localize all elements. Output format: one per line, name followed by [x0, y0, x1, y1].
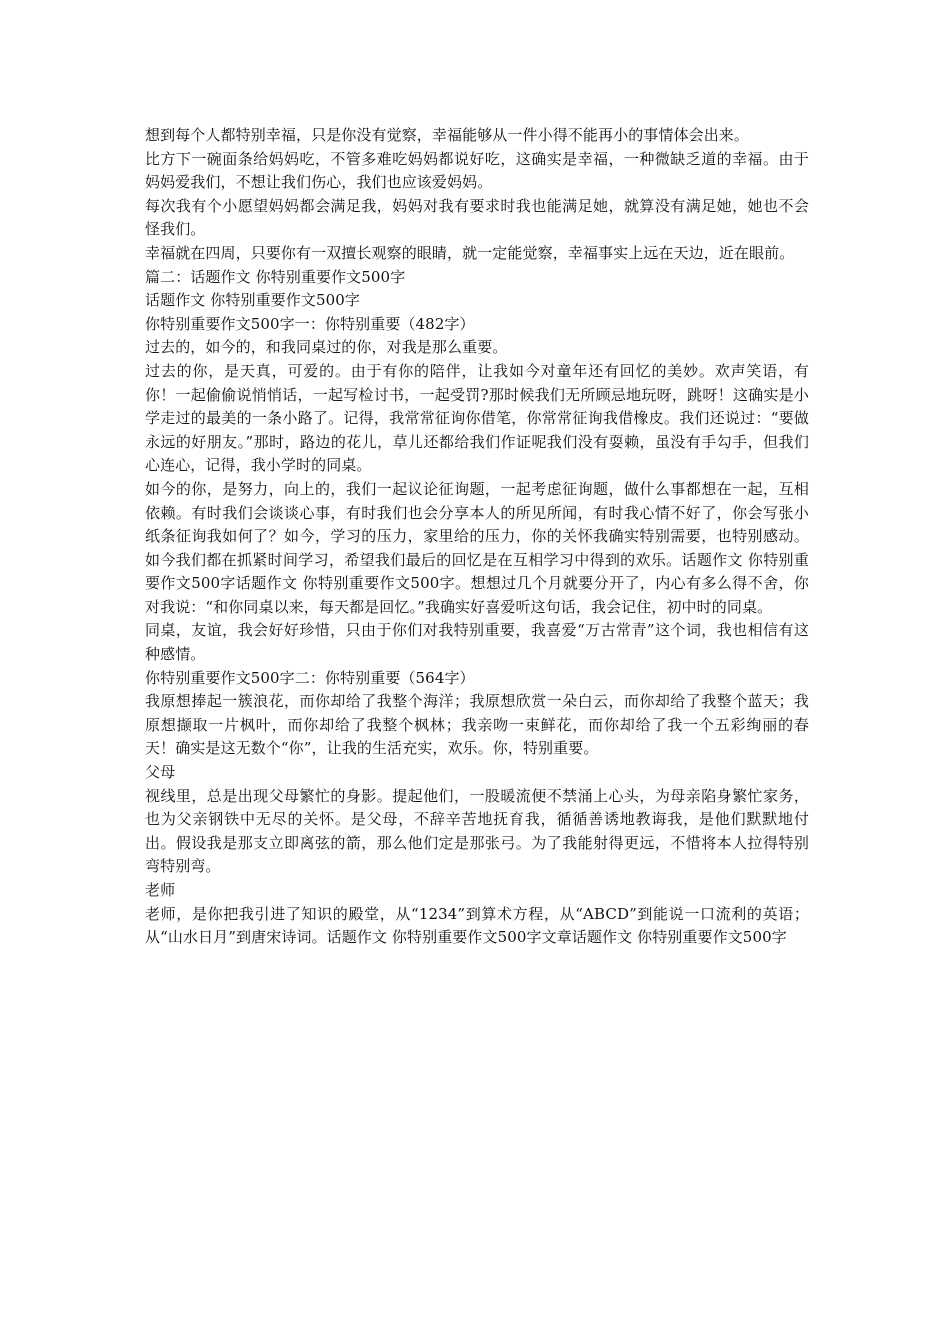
essay-title: 你特别重要作文500字一：你特别重要（482字） [145, 314, 475, 333]
section-heading: 篇二：话题作文 你特别重要作文500字 [145, 267, 406, 286]
subsection-label: 父母 [145, 763, 176, 782]
paragraph: 每次我有个小愿望妈妈都会满足我，妈妈对我有要求时我也能满足她，就算没有满足她，她也不会怪我们。 [145, 196, 809, 239]
document-page [145, 124, 809, 950]
subsection-label: 老师 [145, 881, 176, 899]
essay-title: 你特别重要作文500字二：你特别重要（564字） [145, 668, 475, 687]
paragraph: 过去的，如今的，和我同桌过的你，对我是那么重要。 [145, 338, 508, 357]
paragraph: 幸福就在四周，只要你有一双擅长观察的眼睛，就一定能觉察，幸福事实上远在天边，近在眼前。 [145, 243, 795, 262]
section-subheading: 话题作文 你特别重要作文500字 [145, 291, 360, 310]
paragraph: 如今的你，是努力，向上的，我们一起议论征询题，一起考虑征询题，做什么事都想在一起，互相依赖。有时我们会谈谈心事，有时我们也会分享本人的所见所闻，有时我心情不好了，你会写张小纸条征询我如何了？如今，学习的压力，家里给的压力，你的关怀我确实特别需要，也特别感动。如今我们都在抓紧时间学习，希望我们最后的回忆是在互相学习中得到的欢乐。话题作文 你特别重要作文500字话题作文 你特别重要作文500字。想想过几个月就要分开了，内心有多么得不舍，你对我说：“和你同桌以来，每天都是回忆。”我确实好喜爱听这句话，我会记住，初中时的同桌。 [145, 479, 809, 616]
paragraph: 过去的你，是天真，可爱的。由于有你的陪伴，让我如今对童年还有回忆的美妙。欢声笑语，有你！一起偷偷说悄悄话，一起写检讨书，一起受罚?那时候我们无所顾忌地玩呀，跳呀！这确实是小学走过的最美的一条小路了。记得，我常常征询你借笔，你常常征询我借橡皮。我们还说过：“要做永远的好朋友。”那时，路边的花儿，草儿还都给我们作证呢我们没有耍赖，虽没有手勾手，但我们心连心，记得，我小学时的同桌。 [145, 361, 809, 475]
paragraph: 同桌，友谊，我会好好珍惜，只由于你们对我特别重要，我喜爱“万古常青”这个词，我也相信有这种感情。 [145, 621, 809, 664]
paragraph: 视线里，总是出现父母繁忙的身影。提起他们，一股暖流便不禁涌上心头，为母亲陷身繁忙家务，也为父亲钢铁中无尽的关怀。是父母，不辞辛苦地抚育我，循循善诱地教诲我，是他们默默地付出。假设我是那支立即离弦的箭，那么他们定是那张弓。为了我能射得更远，不惜将本人拉得特别弯特别弯。 [145, 786, 809, 876]
paragraph: 比方下一碗面条给妈妈吃，不管多难吃妈妈都说好吃，这确实是幸福，一种微缺乏道的幸福。由于妈妈爱我们，不想让我们伤心，我们也应该爱妈妈。 [145, 149, 809, 192]
paragraph: 想到每个人都特别幸福，只是你没有觉察，幸福能够从一件小得不能再小的事情体会出来。 [145, 126, 750, 144]
paragraph: 我原想捧起一簇浪花，而你却给了我整个海洋；我原想欣赏一朵白云，而你却给了我整个蓝天；我原想撷取一片枫叶，而你却给了我整个枫林；我亲吻一束鲜花，而你却给了我一个五彩绚丽的春天！确实是这无数个“你”，让我的生活充实，欢乐。你，特别重要。 [145, 692, 809, 758]
paragraph: 老师，是你把我引进了知识的殿堂，从“1234”到算术方程，从“ABCD”到能说一口流利的英语；从“山水日月”到唐宋诗词。话题作文 你特别重要作文500字文章话题作文 你特别重要作文500字 [145, 904, 809, 947]
